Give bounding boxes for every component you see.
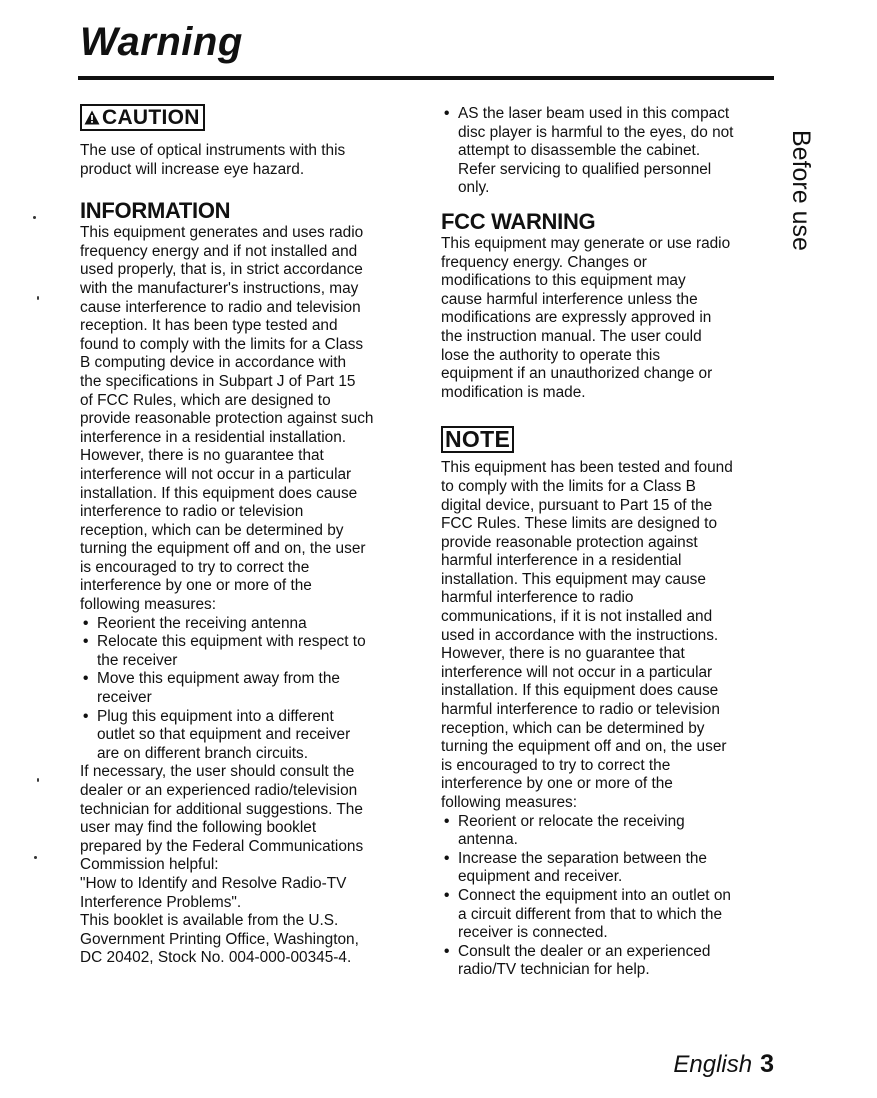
bullet-icon: • <box>83 614 89 632</box>
list-item <box>441 813 776 850</box>
scan-speck <box>37 778 39 782</box>
information-heading: INFORMATION <box>80 198 231 224</box>
page-title: Warning <box>80 20 243 64</box>
bullet-icon: • <box>444 812 450 830</box>
information-measures <box>80 615 415 764</box>
bullet-icon: • <box>444 105 450 122</box>
list-item <box>441 887 776 943</box>
bullet-icon: • <box>444 886 450 904</box>
title-rule <box>78 76 774 80</box>
list-item <box>80 708 415 764</box>
list-item-text: Move this equipment away from the receiver <box>97 670 340 707</box>
bullet-icon: • <box>444 942 450 960</box>
list-item-text: Relocate this equipment with respect to the receiver <box>97 633 366 669</box>
right-column <box>441 105 776 980</box>
side-tab <box>779 130 819 260</box>
caution-label <box>80 104 205 131</box>
bullet-icon: • <box>444 849 450 867</box>
page-number: 3 <box>760 1050 774 1078</box>
fcc-warning-heading: FCC WARNING <box>441 208 596 234</box>
scan-speck <box>34 856 37 859</box>
laser-note-list <box>441 105 776 198</box>
warning-triangle-icon <box>84 110 100 125</box>
list-item <box>441 850 776 887</box>
information-closing: If necessary, the user should consult the dealer or an experienced radio/television technician for additional suggestions. The user may find the following booklet prepared by the Federal Communications Commission helpful: "How to Identify and Resolve Radio-TV Interference Problems". This booklet is available from the U.S. Government Printing Office, Washington, DC 20402, Stock No. 004-000-00345-4. <box>80 763 364 967</box>
list-item-text: Connect the equipment into an outlet on a circuit different from that to which the receiver is connected. <box>458 886 731 942</box>
scan-speck <box>33 216 36 219</box>
bullet-icon: • <box>83 670 89 688</box>
list-item-text: Increase the separation between the equipment and receiver. <box>458 849 707 886</box>
list-item-text: Reorient the receiving antenna <box>97 614 307 632</box>
list-item-text: Consult the dealer or an experienced radio/TV technician for help. <box>458 942 711 979</box>
list-item <box>80 633 415 670</box>
bullet-icon: • <box>83 707 89 725</box>
list-item-text: Plug this equipment into a different outlet so that equipment and receiver are on different branch circuits. <box>97 707 351 762</box>
footer-language: English <box>673 1051 753 1078</box>
note-label: NOTE <box>441 426 514 453</box>
left-column <box>80 104 415 968</box>
laser-note-text: AS the laser beam used in this compact disc player is harmful to the eyes, do not attempt to disassemble the cabinet. Refer servicing to qualified personnel only. <box>458 105 734 197</box>
fcc-warning-text: This equipment may generate or use radio frequency energy. Changes or modifications to this equipment may cause harmful interference unless the modifications are expressly approved in the instruction manual. The user could lose the authority to operate this equipment if an unauthorized change or modification is made. <box>441 234 731 401</box>
note-measures <box>441 813 776 980</box>
laser-note <box>441 105 776 198</box>
list-item <box>80 670 415 707</box>
information-intro: This equipment generates and uses radio frequency energy and if not installed and used properly, that is, in strict accordance with the manufacturer's instructions, may cause interference to radio and television reception. It has been type tested and found to comply with the limits for a Class B computing device in accordance with the specifications in Subpart J of Part 15 of FCC Rules, which are designed to provide reasonable protection against such interference in a residential installation. However, there is no guarantee that interference will not occur in a particular installation. If this equipment does cause interference to radio or television reception, which can be determined by turning the equipment off and on, the user is encouraged to try to correct the interference by one or more of the following measures: <box>80 224 374 614</box>
caution-label-text: CAUTION <box>102 106 200 129</box>
list-item-text: Reorient or relocate the receiving antenna. <box>458 812 685 849</box>
caution-text: The use of optical instruments with this product will increase eye hazard. <box>80 142 346 178</box>
note-text: This equipment has been tested and found to comply with the limits for a Class B digital device, pursuant to Part 15 of the FCC Rules. These limits are designed to provide reasonable protection against harmful interference in a residential installation. This equipment may cause harmful interference to radio communications, if it is not installed and used in accordance with the instructions. However, there is no guarantee that interference will not occur in a particular installation. If this equipment does cause harmful interference to radio or television reception, which can be determined by turning the equipment off and on, the user is encouraged to try to correct the interference by one or more of the following measures: <box>441 459 733 811</box>
page-footer <box>673 1050 774 1079</box>
list-item <box>441 943 776 980</box>
side-tab-label: Before use <box>787 130 815 251</box>
list-item <box>80 615 415 634</box>
bullet-icon: • <box>83 633 89 651</box>
scan-speck <box>37 296 39 300</box>
